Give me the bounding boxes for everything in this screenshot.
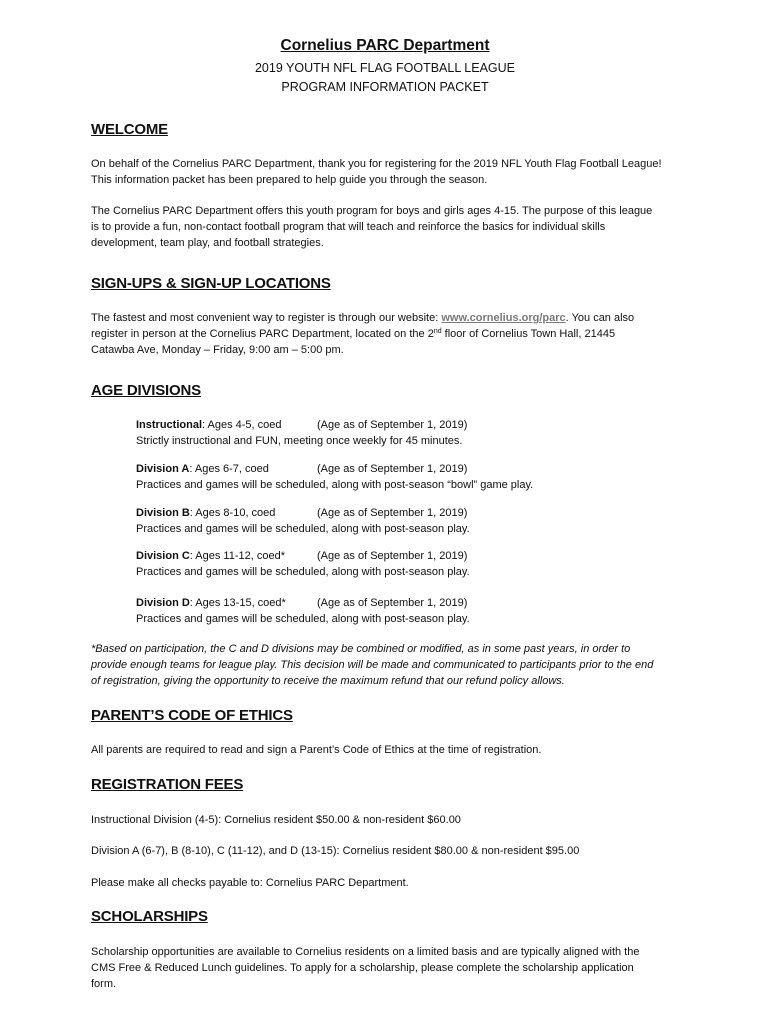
division-ages: : Ages 13-15, coed*: [189, 597, 286, 609]
division-header: [136, 595, 470, 611]
division-d: [136, 595, 470, 627]
ethics-heading: PARENT’S CODE OF ETHICS: [91, 707, 293, 724]
division-age-cutoff: (Age as of September 1, 2019): [317, 463, 468, 475]
division-instructional: [136, 417, 468, 449]
footnote-line: *Based on participation, the C and D divisions may be combined or modified, as in some past years, in order to: [91, 643, 631, 655]
welcome-p2-line: is to provide a fun, non-contact football program that will teach and reinforce the basics for individual skills: [91, 221, 606, 233]
division-description: Strictly instructional and FUN, meeting once weekly for 45 minutes.: [136, 435, 463, 447]
ethics-text: [91, 742, 691, 758]
division-description: Practices and games will be scheduled, along with post-season play.: [136, 523, 470, 535]
division-a: [136, 461, 533, 493]
division-description: Practices and games will be scheduled, along with post-season “bowl” game play.: [136, 479, 534, 491]
scholarships-line: form.: [91, 978, 117, 990]
welcome-paragraph-1: [91, 156, 691, 188]
website-link[interactable]: www.cornelius.org/parc: [441, 312, 566, 324]
signups-heading: SIGN-UPS & SIGN-UP LOCATIONS: [91, 275, 331, 292]
fees-line: Division A (6-7), B (8-10), C (11-12), and D (13-15): Cornelius resident $80.00 & non-resident $95.00: [91, 845, 580, 857]
division-age-cutoff: (Age as of September 1, 2019): [317, 550, 468, 562]
signups-text: floor of Cornelius Town Hall, 21445: [441, 328, 616, 340]
welcome-p2-line: The Cornelius PARC Department offers this youth program for boys and girls ages 4-15. The purpose of this league: [91, 205, 653, 217]
fees-line: Please make all checks payable to: Cornelius PARC Department.: [91, 877, 409, 889]
signups-text: The fastest and most convenient way to register is through our website:: [91, 312, 442, 324]
scholarships-text: [91, 944, 691, 992]
division-c: [136, 548, 470, 580]
division-b: [136, 505, 470, 537]
document-subtitle-league: 2019 YOUTH NFL FLAG FOOTBALL LEAGUE: [254, 61, 516, 75]
footnote-line: of registration, giving the opportunity to receive the maximum refund that our refund policy allows.: [91, 675, 565, 687]
signups-paragraph: [91, 310, 691, 358]
scholarships-heading: SCHOLARSHIPS: [91, 908, 208, 925]
signups-line: Catawba Ave, Monday – Friday, 9:00 am – 5:00 pm.: [91, 344, 344, 356]
division-age-cutoff: (Age as of September 1, 2019): [317, 507, 468, 519]
division-header: [136, 417, 468, 433]
welcome-p1-line: On behalf of the Cornelius PARC Department, thank you for registering for the 2019 NFL Youth Flag Football League!: [91, 158, 662, 170]
signups-line: [91, 310, 691, 326]
division-ages: : Ages 8-10, coed: [189, 507, 276, 519]
welcome-heading: WELCOME: [91, 121, 168, 138]
division-name: Instructional: [136, 419, 203, 431]
fees-divisions: [91, 843, 691, 859]
fees-heading: REGISTRATION FEES: [91, 776, 244, 793]
division-age-cutoff: (Age as of September 1, 2019): [317, 597, 468, 609]
division-header: [136, 505, 470, 521]
welcome-paragraph-2: [91, 203, 691, 251]
document-subtitle-packet: PROGRAM INFORMATION PACKET: [281, 80, 489, 94]
welcome-p2-line: development, team play, and football strategies.: [91, 237, 324, 249]
signups-line: [91, 326, 691, 342]
scholarships-line: Scholarship opportunities are available to Cornelius residents on a limited basis and are typically aligned with the: [91, 946, 640, 958]
fees-line: Instructional Division (4-5): Cornelius resident $50.00 & non-resident $60.00: [91, 814, 461, 826]
division-name: Division B: [136, 507, 190, 519]
signups-text: . You can also: [565, 312, 635, 324]
division-ages: : Ages 4-5, coed: [202, 419, 282, 431]
ordinal-suffix: nd: [433, 328, 442, 335]
age-divisions-heading: AGE DIVISIONS: [91, 382, 201, 399]
signups-text: register in person at the Cornelius PARC Department, located on the 2: [91, 328, 434, 340]
division-header: [136, 461, 533, 477]
division-ages: : Ages 6-7, coed: [189, 463, 269, 475]
division-name: Division C: [136, 550, 190, 562]
welcome-p1-line: This information packet has been prepared to help guide you through the season.: [91, 174, 488, 186]
division-name: Division A: [136, 463, 190, 475]
division-footnote: [91, 641, 653, 689]
footnote-line: provide enough teams for league play. This decision will be made and communicated to participants prior to the end: [91, 659, 654, 671]
fees-instructional: [91, 812, 691, 828]
ethics-line: All parents are required to read and sign a Parent’s Code of Ethics at the time of registration.: [91, 744, 542, 756]
division-name: Division D: [136, 597, 190, 609]
division-ages: : Ages 11-12, coed*: [189, 550, 285, 562]
fees-payable: [91, 875, 691, 891]
division-description: Practices and games will be scheduled, along with post-season play.: [136, 613, 470, 625]
division-header: [136, 548, 470, 564]
division-description: Practices and games will be scheduled, along with post-season play.: [136, 566, 470, 578]
scholarships-line: CMS Free & Reduced Lunch guidelines. To apply for a scholarship, please complete the scholarship application: [91, 962, 634, 974]
document-title: Cornelius PARC Department: [280, 37, 490, 54]
division-age-cutoff: (Age as of September 1, 2019): [317, 419, 468, 431]
